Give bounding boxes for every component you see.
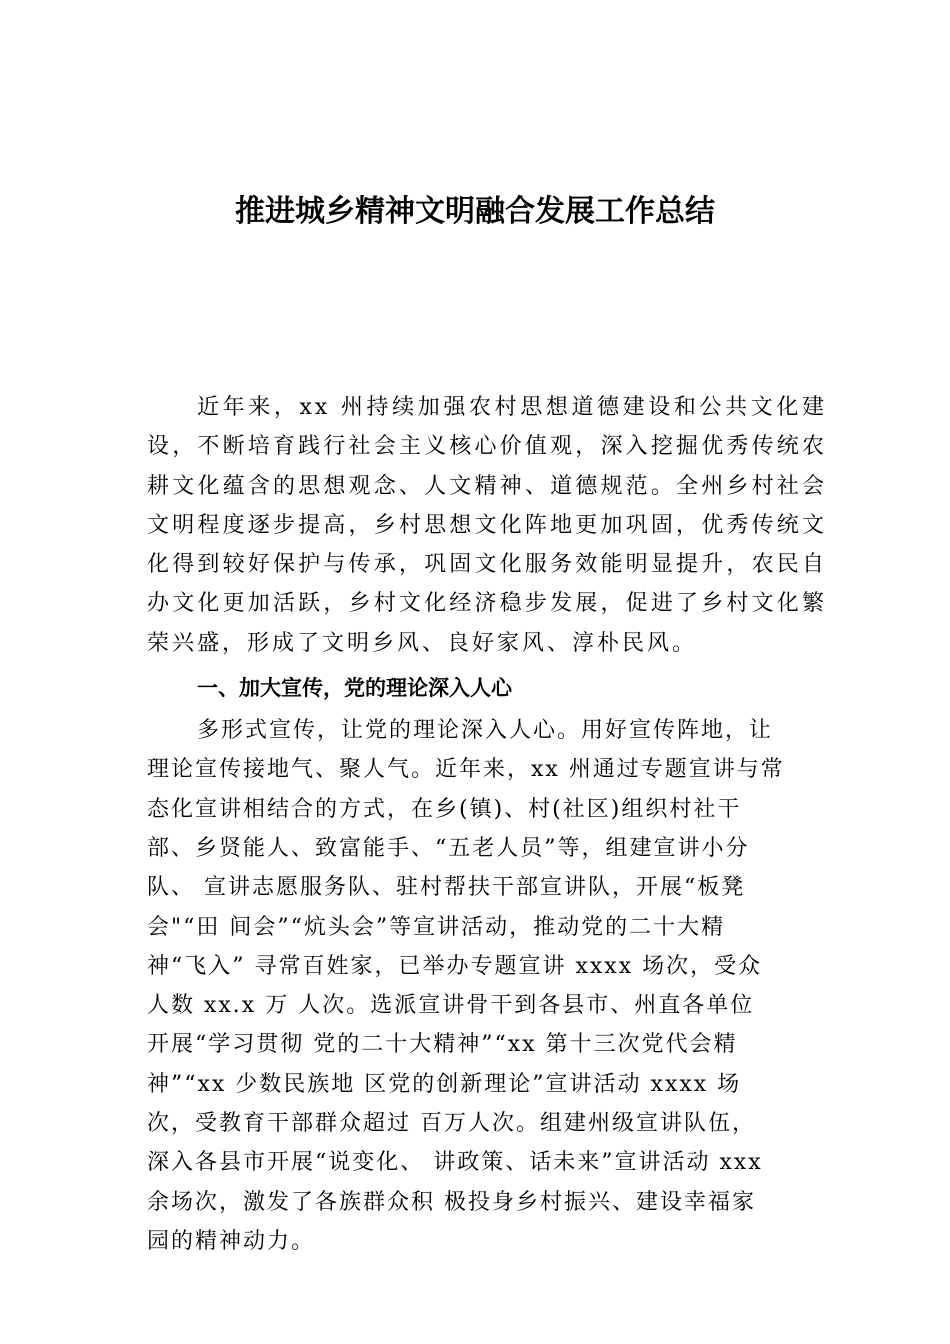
paragraph-line: 人数 xx.x 万 人次。选派宣讲骨干到各县市、州直各单位 — [147, 993, 755, 1019]
paragraph-line: 态化宣讲相结合的方式，在乡(镇)、村(社区)组织村社干 — [147, 796, 742, 822]
paragraph-line: 神”“xx 少数民族地 区党的创新理论”宣讲活动 xxxx 场 — [147, 1071, 742, 1097]
section-heading-1: 一、加大宣传，党的理论深入人心 — [197, 676, 512, 701]
paragraph-line: 神“飞入” 寻常百姓家，已举办专题宣讲 xxxx 场次，受众 — [147, 953, 763, 979]
document-title: 推进城乡精神文明融合发展工作总结 — [235, 194, 715, 229]
paragraph-line: 队、 宣讲志愿服务队、驻村帮扶干部宣讲队，开展“板凳 — [147, 875, 746, 901]
paragraph-line: 园的精神动力。 — [147, 1228, 316, 1254]
document-body — [147, 388, 827, 1261]
paragraph-line: 部、乡贤能人、致富能手、“五老人员”等，组建宣讲小分 — [147, 835, 750, 861]
paragraph-line: 多形式宣传，让党的理论深入人心。用好宣传阵地，让 — [197, 718, 774, 744]
paragraph-line: 会"“田 间会”“炕头会”等宣讲活动，推动党的二十大精 — [147, 914, 726, 940]
intro-paragraph: 近年来，xx 州持续加强农村思想道德建设和公共文化建设，不断培育践行社会主义核心价值观，深入挖掘优秀传统农耕文化蕴含的思想观念、人文精神、道德规范。全州乡村社会文明程度逐步提高，乡村思想文化阵地更加巩固，优秀传统文化得到较好保护与传承，巩固文化服务效能明显提升，农民自办文化更加活跃，乡村文化经济稳步发展，促进了乡村文化繁荣兴盛，形成了文明乡风、良好家风、淳朴民风。 — [147, 395, 827, 656]
paragraph-line: 开展“学习贯彻 党的二十大精神”“xx 第十三次党代会精 — [147, 1032, 738, 1058]
paragraph-line: 余场次，激发了各族群众积 极投身乡村振兴、建设幸福家 — [147, 1189, 756, 1215]
paragraph-line: 次，受教育干部群众超过 百万人次。组建州级宣讲队伍， — [147, 1111, 756, 1137]
paragraph-line: 深入各县市开展“说变化、 讲政策、话未来”宣讲活动 xxx — [147, 1150, 763, 1176]
paragraph-line: 理论宣传接地气、聚人气。近年来，xx 州通过专题宣讲与常 — [147, 757, 785, 783]
section-1-paragraph — [147, 711, 827, 1261]
